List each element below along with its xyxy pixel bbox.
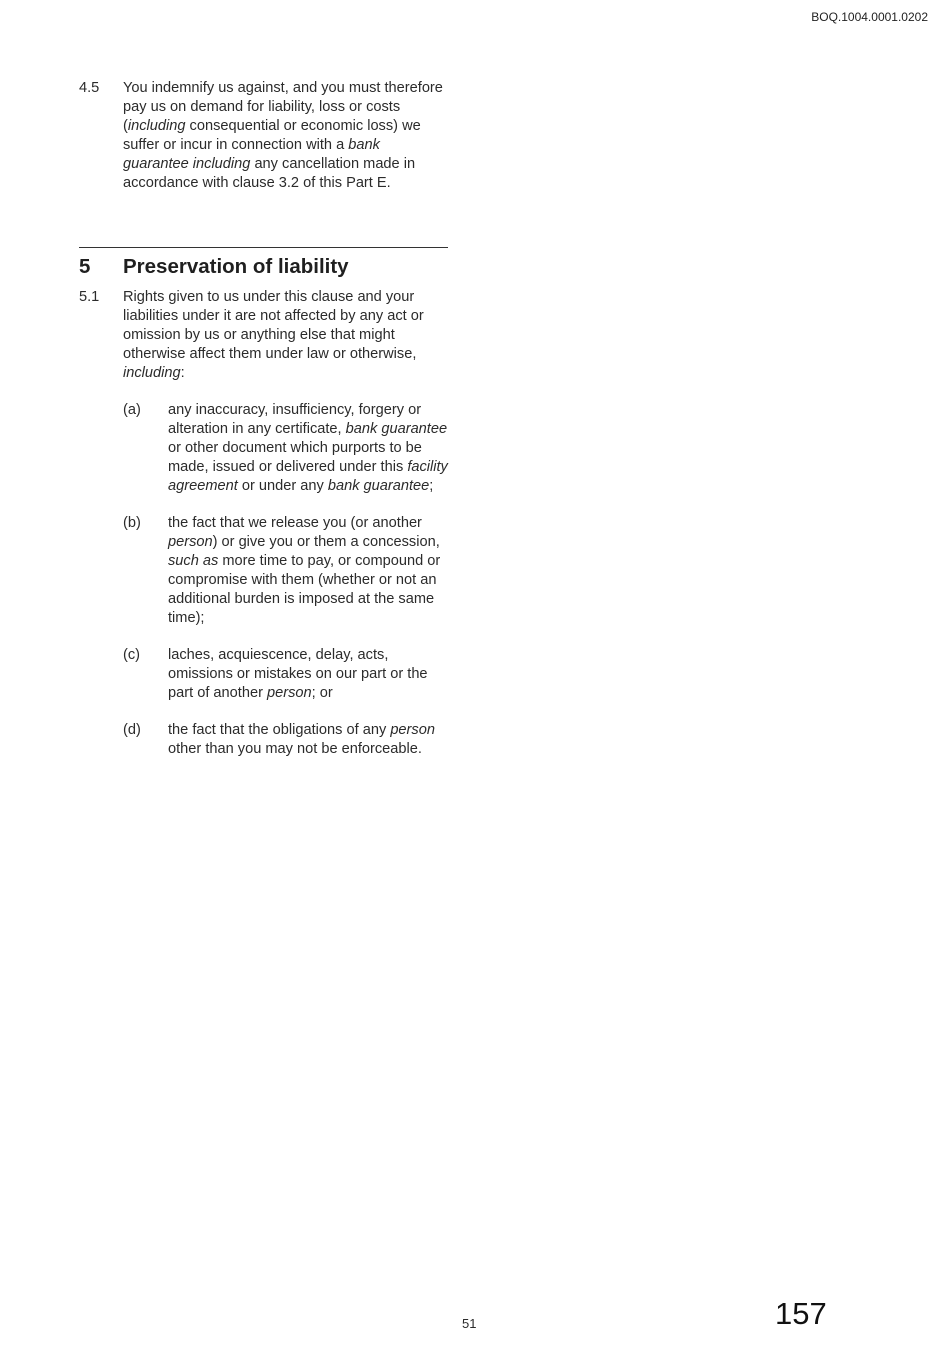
list-item-label: (b) <box>123 515 141 531</box>
list-item-label: (a) <box>123 402 141 418</box>
list-item-text: the fact that we release you (or another person) or give you or them a concession, such as more time to pay, or compound or compromise with them (whether or not an additional burden is imposed at the same time); <box>168 515 441 626</box>
section-number: 5 <box>79 255 91 278</box>
section-divider <box>79 247 448 248</box>
list-item-text: any inaccuracy, insufficiency, forgery or alteration in any certificate, bank guarantee or other document which purports to be made, issued or delivered under this facility agreement or under any bank guarantee; <box>168 402 448 494</box>
list-item-text: laches, acquiescence, delay, acts, omissions or mistakes on our part or the part of another person; or <box>168 647 428 701</box>
clause-5-1 <box>79 288 449 759</box>
list-item-label: (d) <box>123 722 141 738</box>
document-id: BOQ.1004.0001.0202 <box>811 10 928 24</box>
list-item-label: (c) <box>123 647 141 663</box>
section-heading <box>79 255 349 279</box>
clause-number: 4.5 <box>79 80 100 96</box>
list-item-a <box>123 401 449 496</box>
list-item-text: the fact that the obligations of any person other than you may not be enforceable. <box>168 722 435 757</box>
clause-text: Rights given to us under this clause and your liabilities under it are not affected by any act or omission by us or anything else that might otherwise affect them under law or otherwise, including: <box>123 289 424 381</box>
clause-4-5 <box>79 79 449 193</box>
list-item-c <box>123 646 449 703</box>
list-item-d <box>123 721 449 759</box>
clause-number: 5.1 <box>79 289 100 305</box>
page-number: 51 <box>462 1316 477 1331</box>
section-title: Preservation of liability <box>123 255 349 278</box>
bates-number: 157 <box>775 1296 827 1331</box>
clause-text: You indemnify us against, and you must therefore pay us on demand for liability, loss or costs (including consequential or economic loss) we suffer or incur in connection with a bank guarantee including any cancellation made in accordance with clause 3.2 of this Part E. <box>123 80 443 191</box>
list-item-b <box>123 514 449 628</box>
